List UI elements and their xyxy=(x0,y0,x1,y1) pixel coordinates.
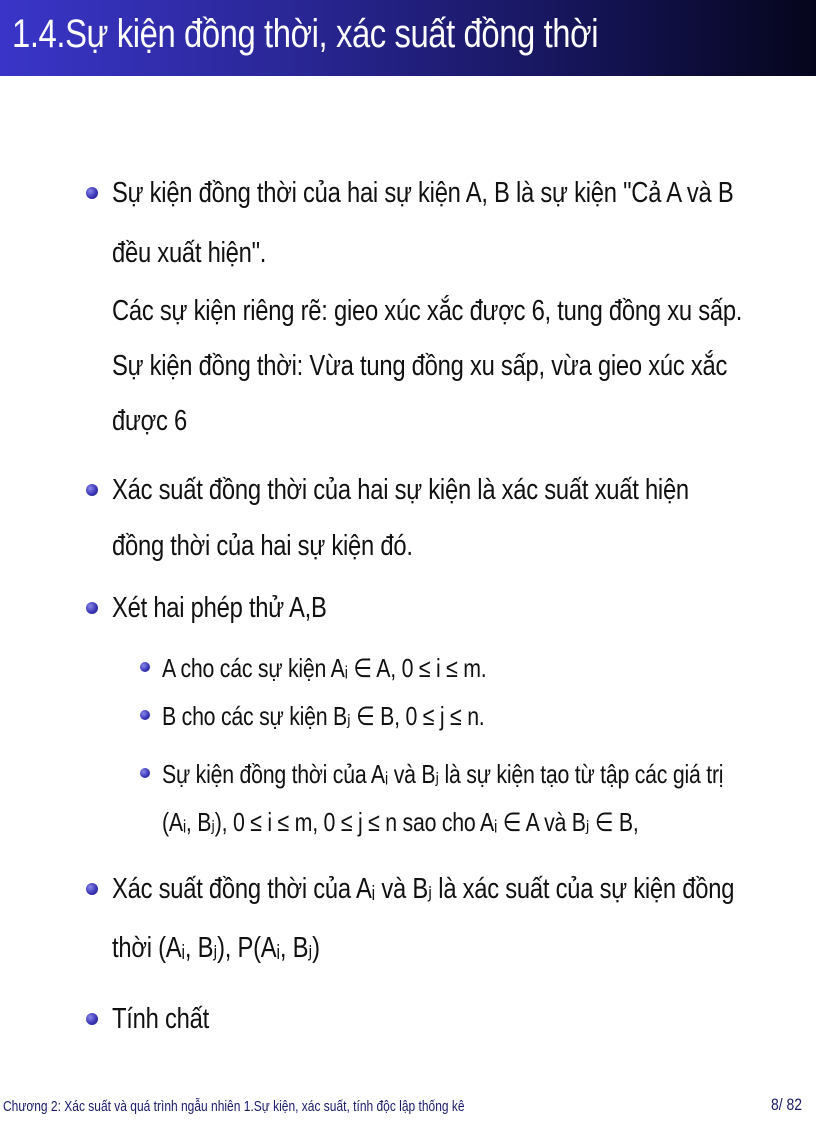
slide-title: 1.4.Sự kiện đồng thời, xác suất đồng thời xyxy=(12,12,599,56)
bullet-icon xyxy=(86,602,98,614)
bullet-5-line-1: Tính chất xyxy=(112,1003,209,1035)
bullet-1-line-4: Sự kiện đồng thời: Vừa tung đồng xu sấp, vừa gieo xúc xắc xyxy=(112,350,728,382)
bullet-2-line-2: đồng thời của hai sự kiện đó. xyxy=(112,530,413,562)
footer-chapter: Chương 2: Xác suất và quá trình ngẫu nhiên 1.Sự kiện, xác suất, tính độc lập thống kê xyxy=(3,1098,465,1115)
bullet-1-line-1: Sự kiện đồng thời của hai sự kiện A, B là sự kiện "Cả A và B xyxy=(112,177,734,209)
bullet-2-line-1: Xác suất đồng thời của hai sự kiện là xác suất xuất hiện xyxy=(112,474,689,506)
sub-item-3-line-1: Sự kiện đồng thời của Aᵢ và Bⱼ là sự kiện tạo từ tập các giá trị xyxy=(162,759,724,789)
bullet-1-line-3: Các sự kiện riêng rẽ: gieo xúc xắc được 6, tung đồng xu sấp. xyxy=(112,295,743,327)
bullet-1-line-5: được 6 xyxy=(112,405,187,437)
sub-bullet-icon xyxy=(140,710,150,720)
bullet-icon xyxy=(86,1013,98,1025)
bullet-icon xyxy=(86,484,98,496)
page-number: 8/ 82 xyxy=(771,1095,803,1114)
sub-item-2: B cho các sự kiện Bⱼ ∈ B, 0 ≤ j ≤ n. xyxy=(162,701,485,731)
bullet-4-line-1: Xác suất đồng thời của Aᵢ và Bⱼ là xác suất của sự kiện đồng xyxy=(112,873,735,905)
sub-bullet-icon xyxy=(140,768,150,778)
sub-item-1: A cho các sự kiện Aᵢ ∈ A, 0 ≤ i ≤ m. xyxy=(162,653,487,683)
bullet-1-line-2: đều xuất hiện". xyxy=(112,237,267,269)
sub-item-3-line-2: (Aᵢ, Bⱼ), 0 ≤ i ≤ m, 0 ≤ j ≤ n sao cho Aᵢ ∈ A và Bⱼ ∈ B, xyxy=(162,807,639,837)
bullet-4-line-2: thời (Aᵢ, Bⱼ), P(Aᵢ, Bⱼ) xyxy=(112,932,320,964)
bullet-icon xyxy=(86,883,98,895)
sub-bullet-icon xyxy=(140,662,150,672)
bullet-3-line-1: Xét hai phép thử A,B xyxy=(112,592,327,624)
bullet-icon xyxy=(86,187,98,199)
